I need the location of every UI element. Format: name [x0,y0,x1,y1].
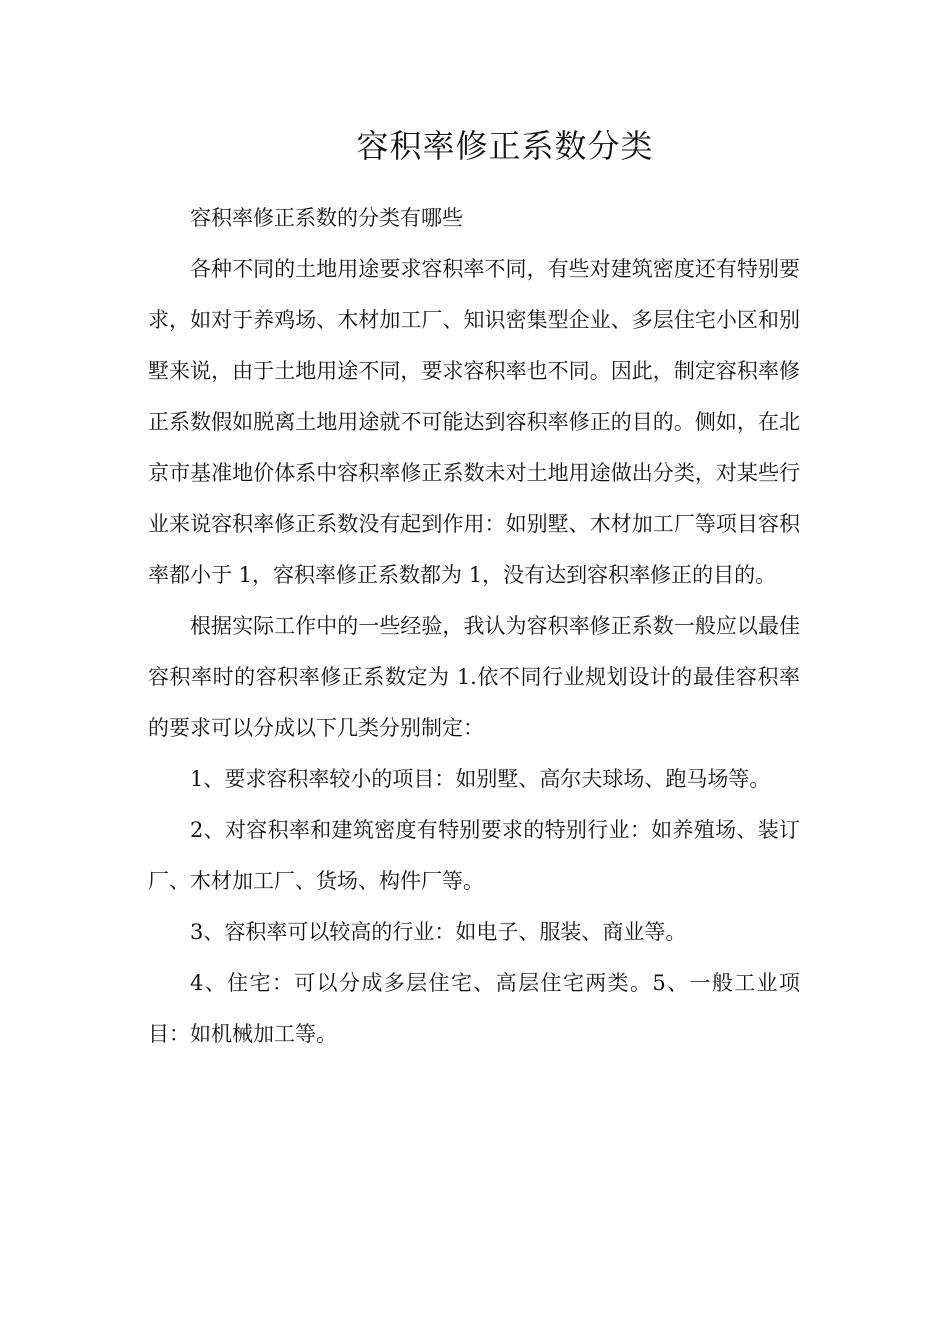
list-item-2: 2、对容积率和建筑密度有特别要求的特别行业：如养殖场、装订厂、木材加工厂、货场、构件厂等。 [148,818,800,893]
category-list [148,754,800,1060]
list-item-4-5: 4、住宅：可以分成多层住宅、高层住宅两类。5、一般工业项目：如机械加工等。 [148,971,800,1046]
paragraph-intro: 各种不同的土地用途要求容积率不同，有些对建筑密度还有特别要求，如对于养鸡场、木材加工厂、知识密集型企业、多层住宅小区和别墅来说，由于土地用途不同，要求容积率也不同。因此，制定容积率修正系数假如脱离土地用途就不可能达到容积率修正的目的。侧如，在北京市基准地价体系中容积率修正系数未对土地用途做出分类，对某些行业来说容积率修正系数没有起到作用：如别墅、木材加工厂等项目容积率都小于 1，容积率修正系数都为 1，没有达到容积率修正的目的。 [148,257,800,587]
list-item-3: 3、容积率可以较高的行业：如电子、服装、商业等。 [190,920,687,944]
document-body [148,193,800,1060]
paragraph-subtitle: 容积率修正系数的分类有哪些 [190,206,463,230]
list-item-1: 1、要求容积率较小的项目：如别墅、高尔夫球场、跑马场等。 [190,767,771,791]
document-title: 容积率修正系数分类 [356,127,654,165]
title-container [0,120,950,172]
paragraph-experience: 根据实际工作中的一些经验，我认为容积率修正系数一般应以最佳容积率时的容积率修正系数定为 1.依不同行业规划设计的最佳容积率的要求可以分成以下几类分别制定： [148,614,800,740]
